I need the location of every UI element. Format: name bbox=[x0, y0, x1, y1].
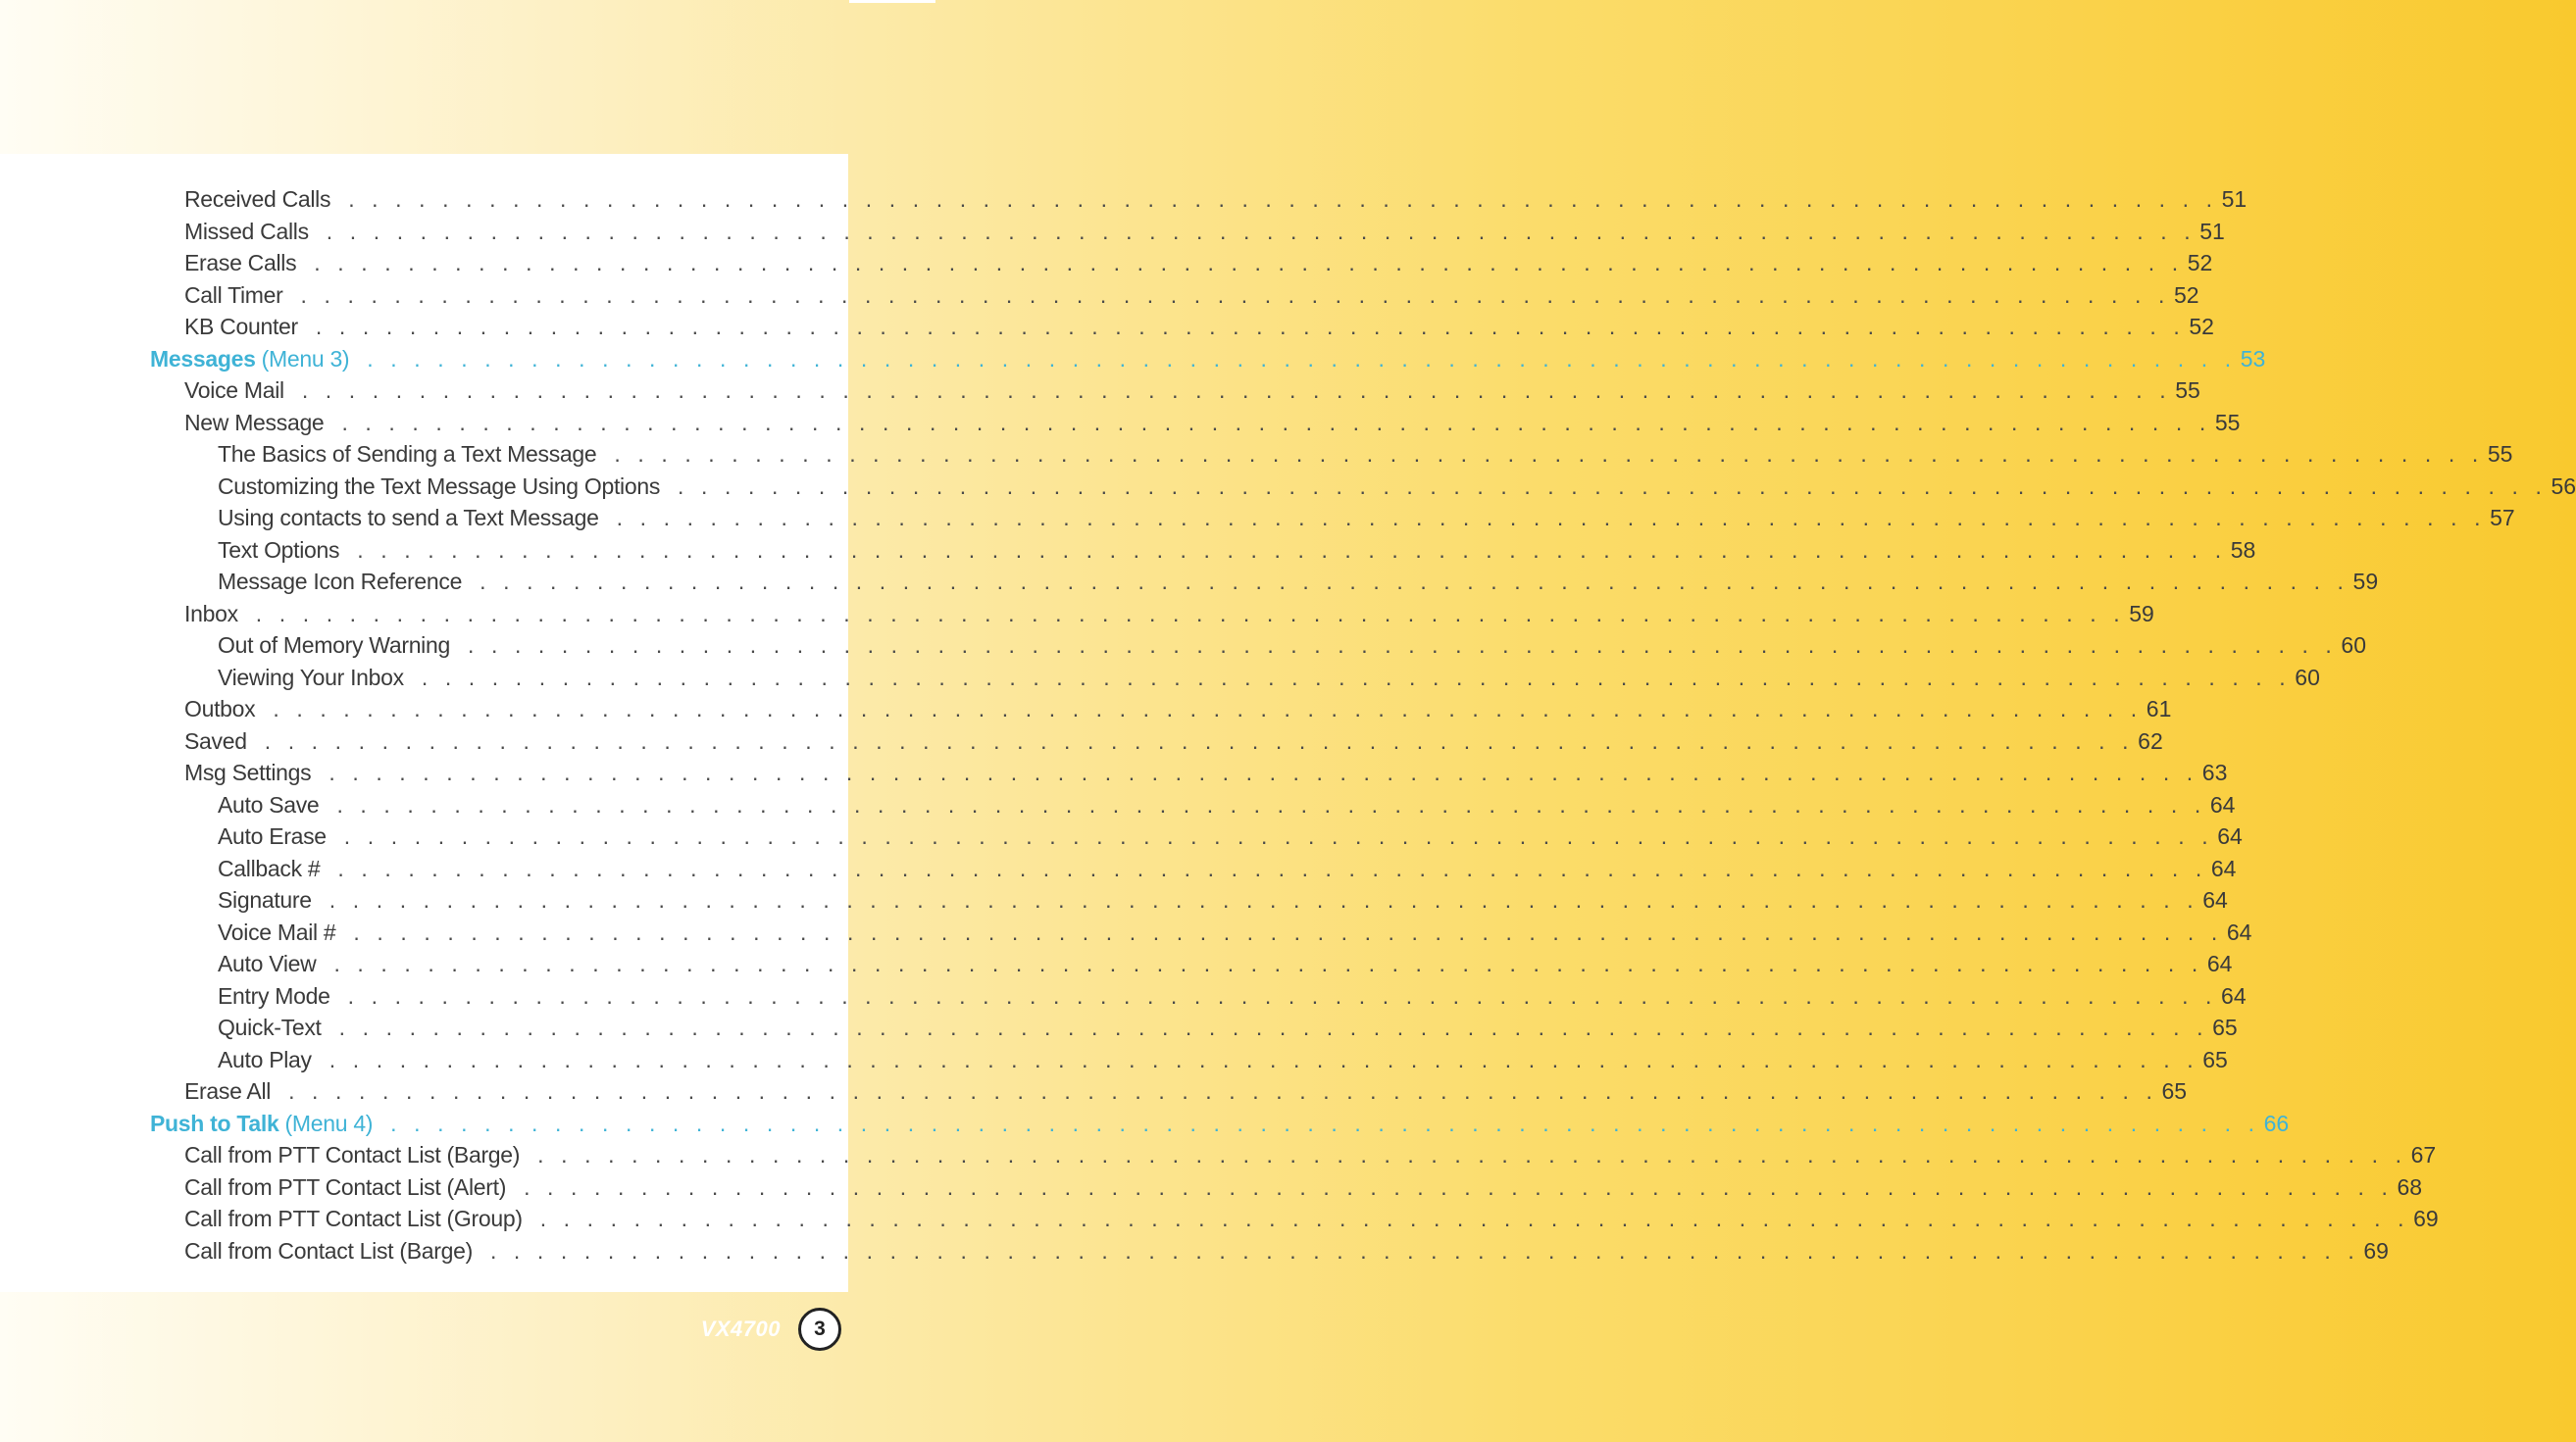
toc-entry[interactable] bbox=[0, 1012, 2238, 1044]
toc-entry[interactable] bbox=[0, 183, 2248, 216]
toc-page-number: 64 bbox=[2226, 919, 2252, 945]
toc-entry-label: Auto Play bbox=[218, 1046, 312, 1072]
toc-entry-label: Msg Settings bbox=[184, 760, 312, 785]
toc-leader-dots: . . . . . . . . . . . . . . . . . . . . . . . . . . . . . . . . . . . . . . . . . . . . . . . . . . . . . . . . . . . . . . . . . . . . . . . . . . . . . . . . bbox=[367, 345, 2237, 372]
toc-entry-label: Out of Memory Warning bbox=[218, 632, 450, 658]
toc-leader-dots: . . . . . . . . . . . . . . . . . . . . . . . . . . . . . . . . . . . . . . . . . . . . . . . . . . . . . . . . . . . . . . . . . . . . . . . . . . . . . . . . bbox=[357, 536, 2227, 563]
toc-entry[interactable] bbox=[0, 598, 2154, 630]
toc-page-number: 62 bbox=[2138, 727, 2163, 754]
toc-page-number: 61 bbox=[2146, 696, 2172, 721]
toc-leader-dots: . . . . . . . . . . . . . . . . . . . . . . . . . . . . . . . . . . . . . . . . . . . . . . . . . . . . . . . . . . . . . . . . . . . . . . . . . . . . . . . . bbox=[328, 760, 2198, 785]
toc-page-number: 64 bbox=[2221, 982, 2247, 1009]
toc-entry-label: Customizing the Text Message Using Options bbox=[218, 472, 661, 499]
toc-page-number: 69 bbox=[2413, 1206, 2439, 1231]
toc-entry[interactable] bbox=[0, 693, 2172, 725]
toc-leader-dots: . . . . . . . . . . . . . . . . . . . . . . . . . . . . . . . . . . . . . . . . . . . . . . . . . . . . . . . . . . . . . . . . . . . . . . . . . . . . . . . . bbox=[314, 250, 2184, 275]
toc-section-menu: (Menu 4) bbox=[284, 1110, 374, 1136]
toc-entry-label: Entry Mode bbox=[218, 982, 330, 1009]
toc-entry[interactable] bbox=[0, 948, 2233, 980]
toc-entry[interactable] bbox=[0, 662, 2320, 694]
toc-page-number: 52 bbox=[2187, 250, 2213, 275]
toc-leader-dots: . . . . . . . . . . . . . . . . . . . . . . . . . . . . . . . . . . . . . . . . . . . . . . . . . . . . . . . . . . . . . . . . . . . . . . . . . . . . . . . . bbox=[273, 696, 2143, 721]
toc-entry-label: Inbox bbox=[184, 600, 238, 626]
toc-page-number: 64 bbox=[2202, 887, 2228, 913]
toc-page-number: 63 bbox=[2201, 760, 2228, 785]
toc-entry-label bbox=[150, 343, 349, 374]
toc-page-number: 52 bbox=[2173, 281, 2199, 308]
toc-entry-label: Signature bbox=[218, 887, 312, 913]
toc-entry[interactable] bbox=[0, 374, 2200, 407]
toc-entry-label: Using contacts to send a Text Message bbox=[218, 505, 599, 530]
toc-entry[interactable] bbox=[0, 853, 2237, 885]
toc-entry[interactable] bbox=[0, 789, 2236, 821]
toc-entry-label: The Basics of Sending a Text Message bbox=[218, 441, 597, 467]
toc-entry-label: Missed Calls bbox=[184, 218, 309, 244]
toc-leader-dots: . . . . . . . . . . . . . . . . . . . . . . . . . . . . . . . . . . . . . . . . . . . . . . . . . . . . . . . . . . . . . . . . . . . . . . . . . . . . . . . . bbox=[539, 1206, 2410, 1231]
model-label: VX4700 bbox=[700, 1317, 781, 1341]
toc-leader-dots: . . . . . . . . . . . . . . . . . . . . . . . . . . . . . . . . . . . . . . . . . . . . . . . . . . . . . . . . . . . . . . . . . . . . . . . . . . . . . . . . bbox=[480, 569, 2349, 594]
toc-page-number: 55 bbox=[2214, 409, 2241, 435]
toc-entry[interactable] bbox=[0, 1075, 2188, 1108]
toc-entry[interactable] bbox=[0, 1171, 2423, 1204]
toc-page-number: 51 bbox=[2199, 218, 2225, 244]
toc-entry[interactable] bbox=[0, 279, 2199, 312]
toc-entry[interactable] bbox=[0, 1044, 2228, 1076]
toc-page-number: 55 bbox=[2175, 377, 2200, 403]
toc-entry[interactable] bbox=[0, 757, 2228, 789]
toc-leader-dots: . . . . . . . . . . . . . . . . . . . . . . . . . . . . . . . . . . . . . . . . . . . . . . . . . . . . . . . . . . . . . . . . . . . . . . . . . . . . . . . . bbox=[390, 1110, 2260, 1136]
toc-leader-dots: . . . . . . . . . . . . . . . . . . . . . . . . . . . . . . . . . . . . . . . . . . . . . . . . . . . . . . . . . . . . . . . . . . . . . . . . . . . . . . . . bbox=[614, 441, 2484, 467]
toc-entry-label: Erase All bbox=[184, 1078, 272, 1104]
toc-page-number: 69 bbox=[2363, 1237, 2389, 1264]
toc-entry[interactable] bbox=[0, 1235, 2389, 1268]
toc-entry[interactable] bbox=[0, 1139, 2437, 1171]
toc-leader-dots: . . . . . . . . . . . . . . . . . . . . . . . . . . . . . . . . . . . . . . . . . . . . . . . . . . . . . . . . . . . . . . . . . . . . . . . . . . . . . . . . bbox=[616, 505, 2487, 530]
toc-entry-label: Saved bbox=[184, 727, 247, 754]
toc-entry-label: Voice Mail # bbox=[218, 919, 336, 945]
toc-page-number: 68 bbox=[2397, 1173, 2423, 1200]
toc-entry-label: Erase Calls bbox=[184, 250, 297, 275]
toc-entry-label: Auto Erase bbox=[218, 823, 327, 849]
toc-page-number: 55 bbox=[2487, 441, 2513, 467]
toc-entry-label: Voice Mail bbox=[184, 377, 284, 403]
toc-entry-label: Auto View bbox=[218, 951, 317, 976]
toc-page-number: 59 bbox=[2352, 569, 2379, 594]
toc-leader-dots: . . . . . . . . . . . . . . . . . . . . . . . . . . . . . . . . . . . . . . . . . . . . . . . . . . . . . . . . . . . . . . . . . . . . . . . . . . . . . . . . bbox=[678, 472, 2548, 499]
table-of-contents bbox=[0, 183, 2576, 1267]
toc-leader-dots: . . . . . . . . . . . . . . . . . . . . . . . . . . . . . . . . . . . . . . . . . . . . . . . . . . . . . . . . . . . . . . . . . . . . . . . . . . . . . . . . bbox=[337, 855, 2207, 881]
toc-page-number: 65 bbox=[2212, 1015, 2238, 1040]
toc-entry-label: Message Icon Reference bbox=[218, 569, 463, 594]
toc-entry-label: Call from PTT Contact List (Group) bbox=[184, 1206, 523, 1231]
toc-leader-dots: . . . . . . . . . . . . . . . . . . . . . . . . . . . . . . . . . . . . . . . . . . . . . . . . . . . . . . . . . . . . . . . . . . . . . . . . . . . . . . . . bbox=[301, 377, 2172, 403]
toc-section-title: Messages bbox=[150, 345, 256, 372]
toc-page-number: 60 bbox=[2295, 664, 2320, 690]
toc-entry-label: Text Options bbox=[218, 536, 340, 563]
toc-entry-label: Outbox bbox=[184, 696, 256, 721]
toc-entry[interactable] bbox=[0, 407, 2241, 439]
toc-leader-dots: . . . . . . . . . . . . . . . . . . . . . . . . . . . . . . . . . . . . . . . . . . . . . . . . . . . . . . . . . . . . . . . . . . . . . . . . . . . . . . . . bbox=[467, 632, 2338, 658]
toc-entry[interactable] bbox=[0, 1203, 2439, 1235]
toc-leader-dots: . . . . . . . . . . . . . . . . . . . . . . . . . . . . . . . . . . . . . . . . . . . . . . . . . . . . . . . . . . . . . . . . . . . . . . . . . . . . . . . . bbox=[328, 1046, 2199, 1072]
toc-entry-label: Call from Contact List (Barge) bbox=[184, 1237, 473, 1264]
toc-entry[interactable] bbox=[0, 471, 2576, 503]
toc-entry[interactable] bbox=[0, 311, 2214, 343]
toc-page-number: 67 bbox=[2410, 1142, 2437, 1168]
toc-entry-label: Call Timer bbox=[184, 281, 283, 308]
toc-leader-dots: . . . . . . . . . . . . . . . . . . . . . . . . . . . . . . . . . . . . . . . . . . . . . . . . . . . . . . . . . . . . . . . . . . . . . . . . . . . . . . . . bbox=[343, 823, 2214, 849]
toc-page-number: 53 bbox=[2240, 345, 2266, 372]
toc-leader-dots: . . . . . . . . . . . . . . . . . . . . . . . . . . . . . . . . . . . . . . . . . . . . . . . . . . . . . . . . . . . . . . . . . . . . . . . . . . . . . . . . bbox=[333, 951, 2203, 976]
toc-leader-dots: . . . . . . . . . . . . . . . . . . . . . . . . . . . . . . . . . . . . . . . . . . . . . . . . . . . . . . . . . . . . . . . . . . . . . . . . . . . . . . . . bbox=[315, 314, 2186, 339]
toc-page-number: 66 bbox=[2263, 1110, 2290, 1136]
toc-leader-dots: . . . . . . . . . . . . . . . . . . . . . . . . . . . . . . . . . . . . . . . . . . . . . . . . . . . . . . . . . . . . . . . . . . . . . . . . . . . . . . . . bbox=[264, 727, 2135, 754]
toc-page-number: 64 bbox=[2206, 951, 2233, 976]
toc-entry[interactable] bbox=[0, 820, 2243, 853]
toc-section-title: Push to Talk bbox=[150, 1110, 279, 1136]
toc-leader-dots: . . . . . . . . . . . . . . . . . . . . . . . . . . . . . . . . . . . . . . . . . . . . . . . . . . . . . . . . . . . . . . . . . . . . . . . . . . . . . . . . bbox=[524, 1173, 2394, 1200]
toc-leader-dots: . . . . . . . . . . . . . . . . . . . . . . . . . . . . . . . . . . . . . . . . . . . . . . . . . . . . . . . . . . . . . . . . . . . . . . . . . . . . . . . . bbox=[347, 982, 2218, 1009]
toc-entry-label: New Message bbox=[184, 409, 325, 435]
toc-page-number: 64 bbox=[2209, 791, 2236, 818]
toc-entry-label: Call from PTT Contact List (Alert) bbox=[184, 1173, 507, 1200]
toc-leader-dots: . . . . . . . . . . . . . . . . . . . . . . . . . . . . . . . . . . . . . . . . . . . . . . . . . . . . . . . . . . . . . . . . . . . . . . . . . . . . . . . . bbox=[421, 664, 2292, 690]
toc-page-number: 65 bbox=[2161, 1078, 2188, 1104]
toc-entry[interactable] bbox=[0, 566, 2379, 598]
toc-section-entry[interactable] bbox=[0, 1108, 2290, 1140]
toc-page-number: 51 bbox=[2221, 186, 2248, 212]
toc-page-number: 60 bbox=[2341, 632, 2367, 658]
page-number-badge: 3 bbox=[798, 1308, 841, 1351]
toc-entry-label: Auto Save bbox=[218, 791, 320, 818]
toc-entry[interactable] bbox=[0, 534, 2256, 567]
toc-entry[interactable] bbox=[0, 438, 2513, 471]
toc-leader-dots: . . . . . . . . . . . . . . . . . . . . . . . . . . . . . . . . . . . . . . . . . . . . . . . . . . . . . . . . . . . . . . . . . . . . . . . . . . . . . . . . bbox=[537, 1142, 2407, 1168]
toc-entry-label: Call from PTT Contact List (Barge) bbox=[184, 1142, 521, 1168]
toc-entry[interactable] bbox=[0, 884, 2228, 917]
toc-entry[interactable] bbox=[0, 247, 2213, 279]
toc-entry-label: KB Counter bbox=[184, 314, 298, 339]
toc-entry-label: Callback # bbox=[218, 855, 321, 881]
toc-entry[interactable] bbox=[0, 980, 2247, 1013]
toc-entry-label: Viewing Your Inbox bbox=[218, 664, 404, 690]
toc-entry[interactable] bbox=[0, 917, 2252, 949]
toc-leader-dots: . . . . . . . . . . . . . . . . . . . . . . . . . . . . . . . . . . . . . . . . . . . . . . . . . . . . . . . . . . . . . . . . . . . . . . . . . . . . . . . . bbox=[341, 409, 2211, 435]
toc-leader-dots: . . . . . . . . . . . . . . . . . . . . . . . . . . . . . . . . . . . . . . . . . . . . . . . . . . . . . . . . . . . . . . . . . . . . . . . . . . . . . . . . bbox=[326, 218, 2197, 244]
toc-page-number: 52 bbox=[2189, 314, 2214, 339]
toc-leader-dots: . . . . . . . . . . . . . . . . . . . . . . . . . . . . . . . . . . . . . . . . . . . . . . . . . . . . . . . . . . . . . . . . . . . . . . . . . . . . . . . . bbox=[300, 281, 2170, 308]
toc-leader-dots: . . . . . . . . . . . . . . . . . . . . . . . . . . . . . . . . . . . . . . . . . . . . . . . . . . . . . . . . . . . . . . . . . . . . . . . . . . . . . . . . bbox=[353, 919, 2223, 945]
toc-section-entry[interactable] bbox=[0, 343, 2266, 375]
toc-page-number: 59 bbox=[2129, 600, 2154, 626]
toc-page-number: 64 bbox=[2217, 823, 2243, 849]
toc-page-number: 56 bbox=[2551, 472, 2576, 499]
toc-entry[interactable] bbox=[0, 216, 2225, 248]
toc-entry-label: Quick-Text bbox=[218, 1015, 322, 1040]
top-edge-strip bbox=[849, 0, 935, 3]
toc-leader-dots: . . . . . . . . . . . . . . . . . . . . . . . . . . . . . . . . . . . . . . . . . . . . . . . . . . . . . . . . . . . . . . . . . . . . . . . . . . . . . . . . bbox=[328, 887, 2199, 913]
toc-leader-dots: . . . . . . . . . . . . . . . . . . . . . . . . . . . . . . . . . . . . . . . . . . . . . . . . . . . . . . . . . . . . . . . . . . . . . . . . . . . . . . . . bbox=[348, 186, 2218, 212]
toc-leader-dots: . . . . . . . . . . . . . . . . . . . . . . . . . . . . . . . . . . . . . . . . . . . . . . . . . . . . . . . . . . . . . . . . . . . . . . . . . . . . . . . . bbox=[338, 1015, 2209, 1040]
toc-leader-dots: . . . . . . . . . . . . . . . . . . . . . . . . . . . . . . . . . . . . . . . . . . . . . . . . . . . . . . . . . . . . . . . . . . . . . . . . . . . . . . . . bbox=[489, 1237, 2360, 1264]
toc-entry[interactable] bbox=[0, 725, 2163, 758]
toc-entry-label bbox=[150, 1108, 373, 1139]
toc-page-number: 57 bbox=[2490, 505, 2515, 530]
toc-leader-dots: . . . . . . . . . . . . . . . . . . . . . . . . . . . . . . . . . . . . . . . . . . . . . . . . . . . . . . . . . . . . . . . . . . . . . . . . . . . . . . . . bbox=[288, 1078, 2158, 1104]
toc-page-number: 58 bbox=[2230, 536, 2256, 563]
toc-entry-label: Received Calls bbox=[184, 186, 331, 212]
toc-leader-dots: . . . . . . . . . . . . . . . . . . . . . . . . . . . . . . . . . . . . . . . . . . . . . . . . . . . . . . . . . . . . . . . . . . . . . . . . . . . . . . . . bbox=[336, 791, 2206, 818]
toc-page-number: 65 bbox=[2202, 1046, 2228, 1072]
toc-entry[interactable] bbox=[0, 502, 2515, 534]
toc-page-number: 64 bbox=[2210, 855, 2237, 881]
toc-leader-dots: . . . . . . . . . . . . . . . . . . . . . . . . . . . . . . . . . . . . . . . . . . . . . . . . . . . . . . . . . . . . . . . . . . . . . . . . . . . . . . . . bbox=[255, 600, 2126, 626]
toc-entry[interactable] bbox=[0, 629, 2367, 662]
toc-section-menu: (Menu 3) bbox=[261, 345, 350, 372]
